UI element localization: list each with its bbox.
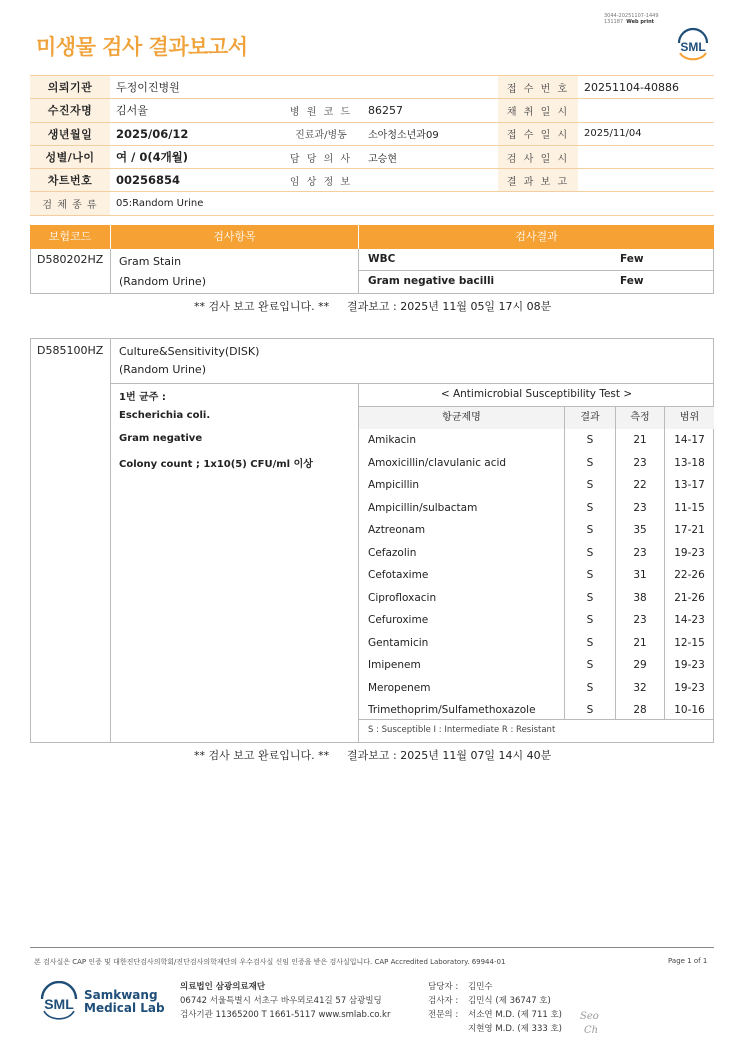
value-receipt-no: 20251104-40886 xyxy=(578,76,714,99)
label-patient-name: 수진자명 xyxy=(30,99,110,122)
sml-logo-text: SML xyxy=(680,40,706,54)
ast-drug: Ampicillin xyxy=(368,479,420,491)
ast-measure: 23 xyxy=(633,456,647,469)
ast-drug: Trimethoprim/Sulfamethoxazole xyxy=(368,704,536,716)
ast-result: S xyxy=(586,546,594,559)
ast-result: S xyxy=(586,434,594,446)
results-header xyxy=(30,225,714,249)
value-specimen-type: 05:Random Urine xyxy=(110,192,714,215)
cert-statement: 본 검사실은 CAP 인증 및 대한진단검사의학회/진단검사의학재단의 우수검사실 신임 인증을 받은 검사실입니다. CAP Accredited Laboratory. 69944-01 xyxy=(34,958,506,966)
ast-drug: Cefuroxime xyxy=(368,614,429,626)
ast-result: S xyxy=(586,681,594,694)
ast-row xyxy=(359,519,714,542)
test2-name: Culture&Sensitivity(DISK) xyxy=(119,345,260,358)
test1-code: D580202HZ xyxy=(37,253,104,266)
ast-measure: 35 xyxy=(633,524,647,536)
test2-specimen: (Random Urine) xyxy=(119,363,206,376)
ast-result: S xyxy=(586,501,594,514)
ast-range: 19-23 xyxy=(674,659,705,671)
ast-row xyxy=(359,587,714,610)
ast-col-measure: 측정 xyxy=(616,407,664,429)
label-chart-no: 차트번호 xyxy=(30,169,110,192)
label-specimen-type: 검 체 종 류 xyxy=(30,192,110,215)
gram-type: Gram negative xyxy=(119,433,203,444)
patient-info-table xyxy=(30,75,714,216)
ast-measure: 21 xyxy=(633,636,647,649)
ast-range: 14-23 xyxy=(674,614,705,626)
ast-title: < Antimicrobial Susceptibility Test > xyxy=(440,388,633,400)
print-meta-id: 131187 xyxy=(604,19,624,25)
label-clinical-info: 임 상 정 보 xyxy=(280,169,362,192)
ast-measure: 28 xyxy=(633,704,647,716)
ast-result: S xyxy=(586,591,594,604)
label-requesting-org: 의뢰기관 xyxy=(30,76,110,99)
samkwang-logo-icon xyxy=(38,981,80,1025)
value-collection-time xyxy=(578,99,714,122)
header-test-item: 검사항목 xyxy=(110,225,358,249)
ast-measure: 29 xyxy=(633,659,647,671)
ast-range: 13-17 xyxy=(674,479,705,491)
label-result-report: 결 과 보 고 xyxy=(498,169,578,192)
ast-drug: Cefotaxime xyxy=(368,569,429,581)
ast-measure: 32 xyxy=(633,681,647,694)
lab-contact: 검사기관 11365200 T 1661-5117 www.smlab.co.kr xyxy=(180,1010,391,1020)
info-row xyxy=(30,169,714,192)
ast-drug: Ampicillin/sulbactam xyxy=(368,501,478,514)
ast-row xyxy=(359,609,714,632)
value-chart-no: 00256854 xyxy=(110,169,280,192)
test1-specimen: (Random Urine) xyxy=(119,275,206,288)
ast-col-drug: 항균제명 xyxy=(359,407,564,429)
test2-complete-note: ** 검사 보고 완료입니다. ** xyxy=(194,749,330,762)
ast-measure: 21 xyxy=(633,434,647,446)
ast-measure: 38 xyxy=(633,591,647,604)
samkwang-logo-text: SML xyxy=(44,996,74,1012)
value-receipt-time: 2025/11/04 xyxy=(578,122,714,145)
lab-address: 06742 서울특별시 서초구 바우뫼로41길 57 삼광빌딩 xyxy=(180,996,382,1006)
signature-1: Seo xyxy=(580,1011,599,1022)
ast-range: 12-15 xyxy=(674,636,705,649)
ast-result: S xyxy=(586,456,594,469)
ast-row xyxy=(359,699,714,722)
lab-address-block xyxy=(180,980,390,1022)
ast-result: S xyxy=(586,524,594,536)
lab-name xyxy=(84,989,165,1015)
test1-result-value-1: Few xyxy=(620,275,644,287)
ast-drug: Aztreonam xyxy=(368,524,426,536)
test1-result-name-1: Gram negative bacilli xyxy=(368,275,495,287)
label-collection-time: 채 취 일 시 xyxy=(498,99,578,122)
test2-code: D585100HZ xyxy=(37,344,104,357)
ast-range: 10-16 xyxy=(674,704,705,716)
signature-2: Ch xyxy=(584,1025,599,1036)
ast-legend: S : Susceptible I : Intermediate R : Resistant xyxy=(368,725,556,735)
print-meta-line-2 xyxy=(604,19,659,25)
label-receipt-time: 접 수 일 시 xyxy=(498,122,578,145)
print-meta xyxy=(604,13,659,25)
label-sex-age: 성별/나이 xyxy=(30,145,110,168)
test1-block xyxy=(30,249,714,294)
value-result-report xyxy=(578,169,714,192)
ast-drug: Meropenem xyxy=(368,681,431,694)
staff-name: 서소연 M.D. (제 711 호) xyxy=(468,1010,563,1020)
label-receipt-no: 접 수 번 호 xyxy=(498,76,578,99)
value-patient-name: 김서율 xyxy=(110,99,280,122)
ast-col-result: 결과 xyxy=(565,407,615,429)
ast-range: 19-23 xyxy=(674,546,705,559)
label-birth-date: 생년월일 xyxy=(30,122,110,145)
print-meta-label: Web print xyxy=(626,19,655,25)
info-row xyxy=(30,122,714,145)
isolate-label: 1번 균주 : xyxy=(119,392,166,403)
test1-name: Gram Stain xyxy=(119,255,182,268)
staff-name: 지현영 M.D. (제 333 호) xyxy=(468,1024,563,1034)
value-requesting-org: 두정이진병원 xyxy=(110,76,498,99)
staff-label: 검사자 : xyxy=(428,996,459,1006)
ast-range: 19-23 xyxy=(674,681,705,694)
test1-complete-note: ** 검사 보고 완료입니다. ** xyxy=(194,300,330,313)
ast-row xyxy=(359,429,714,452)
ast-row xyxy=(359,677,714,700)
staff-name: 김민수 xyxy=(468,982,493,992)
lab-name-line-2: Medical Lab xyxy=(84,1001,165,1015)
ast-measure: 22 xyxy=(633,479,647,491)
value-hospital-code: 86257 xyxy=(362,99,498,122)
ast-measure: 31 xyxy=(633,569,647,581)
ast-row xyxy=(359,542,714,565)
info-row xyxy=(30,145,714,168)
staff-label: 담당자 : xyxy=(428,982,459,992)
ast-measure: 23 xyxy=(633,501,647,514)
ast-result: S xyxy=(586,569,594,581)
staff-block xyxy=(428,980,562,1036)
ast-col-range: 범위 xyxy=(665,407,714,429)
label-department: 진료과/병동 xyxy=(280,122,362,145)
value-sex-age: 여 / 0(4개월) xyxy=(110,145,280,168)
header-insurance-code: 보험코드 xyxy=(48,230,92,243)
ast-range: 14-17 xyxy=(674,434,705,446)
label-hospital-code: 병 원 코 드 xyxy=(280,99,362,122)
info-row xyxy=(30,192,714,215)
ast-result: S xyxy=(586,479,594,491)
ast-row xyxy=(359,452,714,475)
ast-range: 11-15 xyxy=(674,501,705,514)
ast-result: S xyxy=(586,636,594,649)
info-row xyxy=(30,99,714,122)
lab-name-line-1: Samkwang xyxy=(84,988,158,1002)
ast-row xyxy=(359,497,714,520)
ast-result: S xyxy=(586,614,594,626)
ast-drug: Imipenem xyxy=(368,659,421,671)
ast-drug: Amoxicillin/clavulanic acid xyxy=(368,456,507,469)
label-physician: 담 당 의 사 xyxy=(280,145,362,168)
report-title: 미생물 검사 결과보고서 xyxy=(36,35,248,59)
test2-report-time: 결과보고 : 2025년 11월 07일 14시 40분 xyxy=(347,749,552,762)
ast-row xyxy=(359,654,714,677)
print-meta-line-1: 3044-20251107-1449 xyxy=(604,13,659,19)
ast-range: 22-26 xyxy=(674,569,705,581)
sml-logo-icon xyxy=(674,26,712,64)
ast-drug: Gentamicin xyxy=(368,636,429,649)
value-test-time xyxy=(578,145,714,168)
ast-measure: 23 xyxy=(633,546,647,559)
ast-range: 21-26 xyxy=(674,591,705,604)
header-test-result: 검사결과 xyxy=(358,225,714,249)
test1-result-value-0: Few xyxy=(620,253,644,265)
organism-name: Escherichia coli. xyxy=(119,410,211,421)
footer-divider xyxy=(30,947,714,948)
value-department: 소아청소년과09 xyxy=(362,122,498,145)
ast-drug: Amikacin xyxy=(368,434,417,446)
ast-range: 13-18 xyxy=(674,456,705,469)
ast-row xyxy=(359,632,714,655)
test1-result-name-0: WBC xyxy=(368,253,396,265)
staff-label: 전문의 : xyxy=(428,1010,459,1020)
test2-block xyxy=(30,338,714,743)
staff-name: 김민식 (제 36747 호) xyxy=(468,996,551,1006)
foundation-name: 의료법인 삼광의료재단 xyxy=(180,982,266,992)
ast-row xyxy=(359,474,714,497)
page-number: Page 1 of 1 xyxy=(668,957,708,965)
info-row xyxy=(30,76,714,99)
value-birth-date: 2025/06/12 xyxy=(110,122,280,145)
ast-row xyxy=(359,564,714,587)
colony-count: Colony count ; 1x10(5) CFU/ml 이상 xyxy=(119,459,313,470)
value-clinical-info xyxy=(362,169,498,192)
ast-result: S xyxy=(586,704,594,716)
ast-result: S xyxy=(586,659,594,671)
ast-measure: 23 xyxy=(633,614,647,626)
ast-drug: Ciprofloxacin xyxy=(368,591,437,604)
label-test-time: 검 사 일 시 xyxy=(498,145,578,168)
test1-report-time: 결과보고 : 2025년 11월 05일 17시 08분 xyxy=(347,300,552,313)
ast-range: 17-21 xyxy=(674,524,705,536)
ast-drug: Cefazolin xyxy=(368,546,417,559)
value-physician: 고승현 xyxy=(362,145,498,168)
